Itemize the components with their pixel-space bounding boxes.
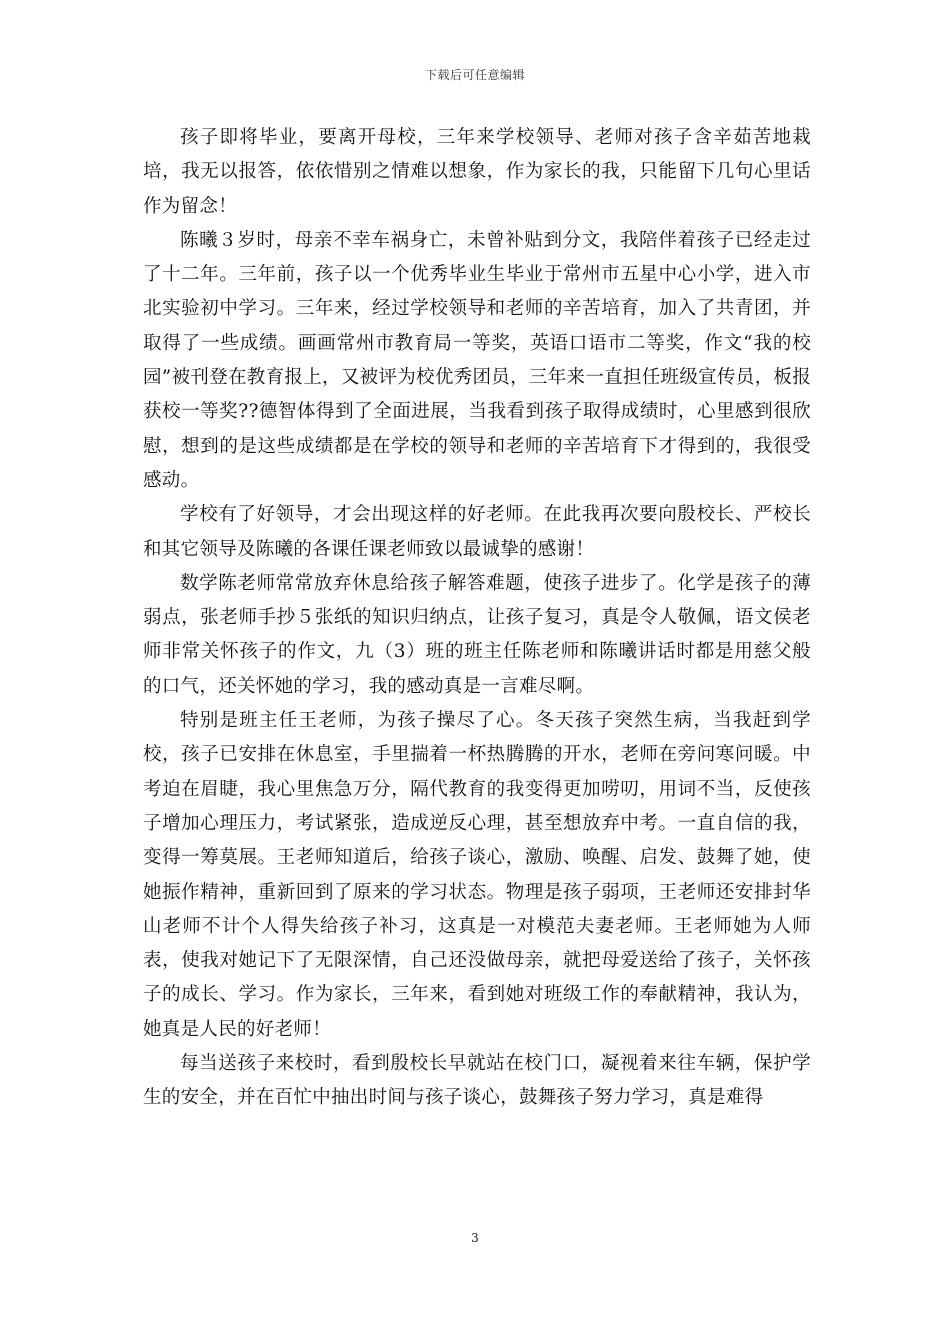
paragraph-class-teacher: 特别是班主任王老师，为孩子操尽了心。冬天孩子突然生病，当我赶到学校，孩子已安排在休息室，手里揣着一杯热腾腾的开水，老师在旁问寒问暖。中考迫在眉睫，我心里焦急万分，隔代教育的我变得更加唠叨，用词不当，反使孩子增加心理压力，考试紧张，造成逆反心理，甚至想放弃中考。一直自信的我，变得一筹莫展。王老师知道后，给孩子谈心，激励、唤醒、启发、鼓舞了她，使她振作精神，重新回到了原来的学习状态。物理是孩子弱项，王老师还安排封华山老师不计个人得失给孩子补习，这真是一对模范夫妻老师。王老师她为人师表，使我对她记下了无限深情，自己还没做母亲，就把母爱送给了孩子，关怀孩子的成长、学习。作为家长，三年来，看到她对班级工作的奉献精神，我认为，她真是人民的好老师！	[143, 710, 811, 1040]
paragraph-farewell: 孩子即将毕业，要离开母校，三年来学校领导、老师对孩子含辛茹苦地栽培，我无以报答，依依惜别之情难以想象，作为家长的我，只能留下几句心里话作为留念！	[143, 127, 811, 217]
paragraph-thanks-leaders: 学校有了好领导，才会出现这样的好老师。在此我再次要向殷校长、严校长和其它领导及陈曦的各课任课老师致以最诚挚的感谢！	[143, 504, 811, 560]
paragraph-teachers: 数学陈老师常常放弃休息给孩子解答难题，使孩子进步了。化学是孩子的薄弱点，张老师手抄５张纸的知识归纳点，让孩子复习，真是令人敬佩，语文侯老师非常关怀孩子的作文，九（3）班的班主任陈老师和陈曦讲话时都是用慈父般的口气，还关怀她的学习，我的感动真是一言难尽啊。	[143, 572, 811, 697]
paragraph-principal: 每当送孩子来校时，看到殷校长早就站在校门口，凝视着来往车辆，保护学生的安全，并在百忙中抽出时间与孩子谈心，鼓舞孩子努力学习，真是难得	[143, 1053, 811, 1109]
document-body	[143, 121, 811, 1116]
page-header: 下载后可任意编辑	[424, 68, 525, 82]
paragraph-background: 陈曦３岁时，母亲不幸车祸身亡，未曾补贴到分文，我陪伴着孩子已经走过了十二年。三年前，孩子以一个优秀毕业生毕业于常州市五星中心小学，进入市北实验初中学习。三年来，经过学校领导和老师的辛苦培育，加入了共青团，并取得了一些成绩。画画常州市教育局一等奖，英语口语市二等奖，作文“我的校园”被刊登在教育报上，又被评为校优秀团员，三年来一直担任班级宣传员，板报获校一等奖??德智体得到了全面进展，当我看到孩子取得成绩时，心里感到很欣慰，想到的是这些成绩都是在学校的领导和老师的辛苦培育下才得到的，我很受感动。	[143, 229, 811, 491]
page-number: 3	[471, 1231, 479, 1245]
